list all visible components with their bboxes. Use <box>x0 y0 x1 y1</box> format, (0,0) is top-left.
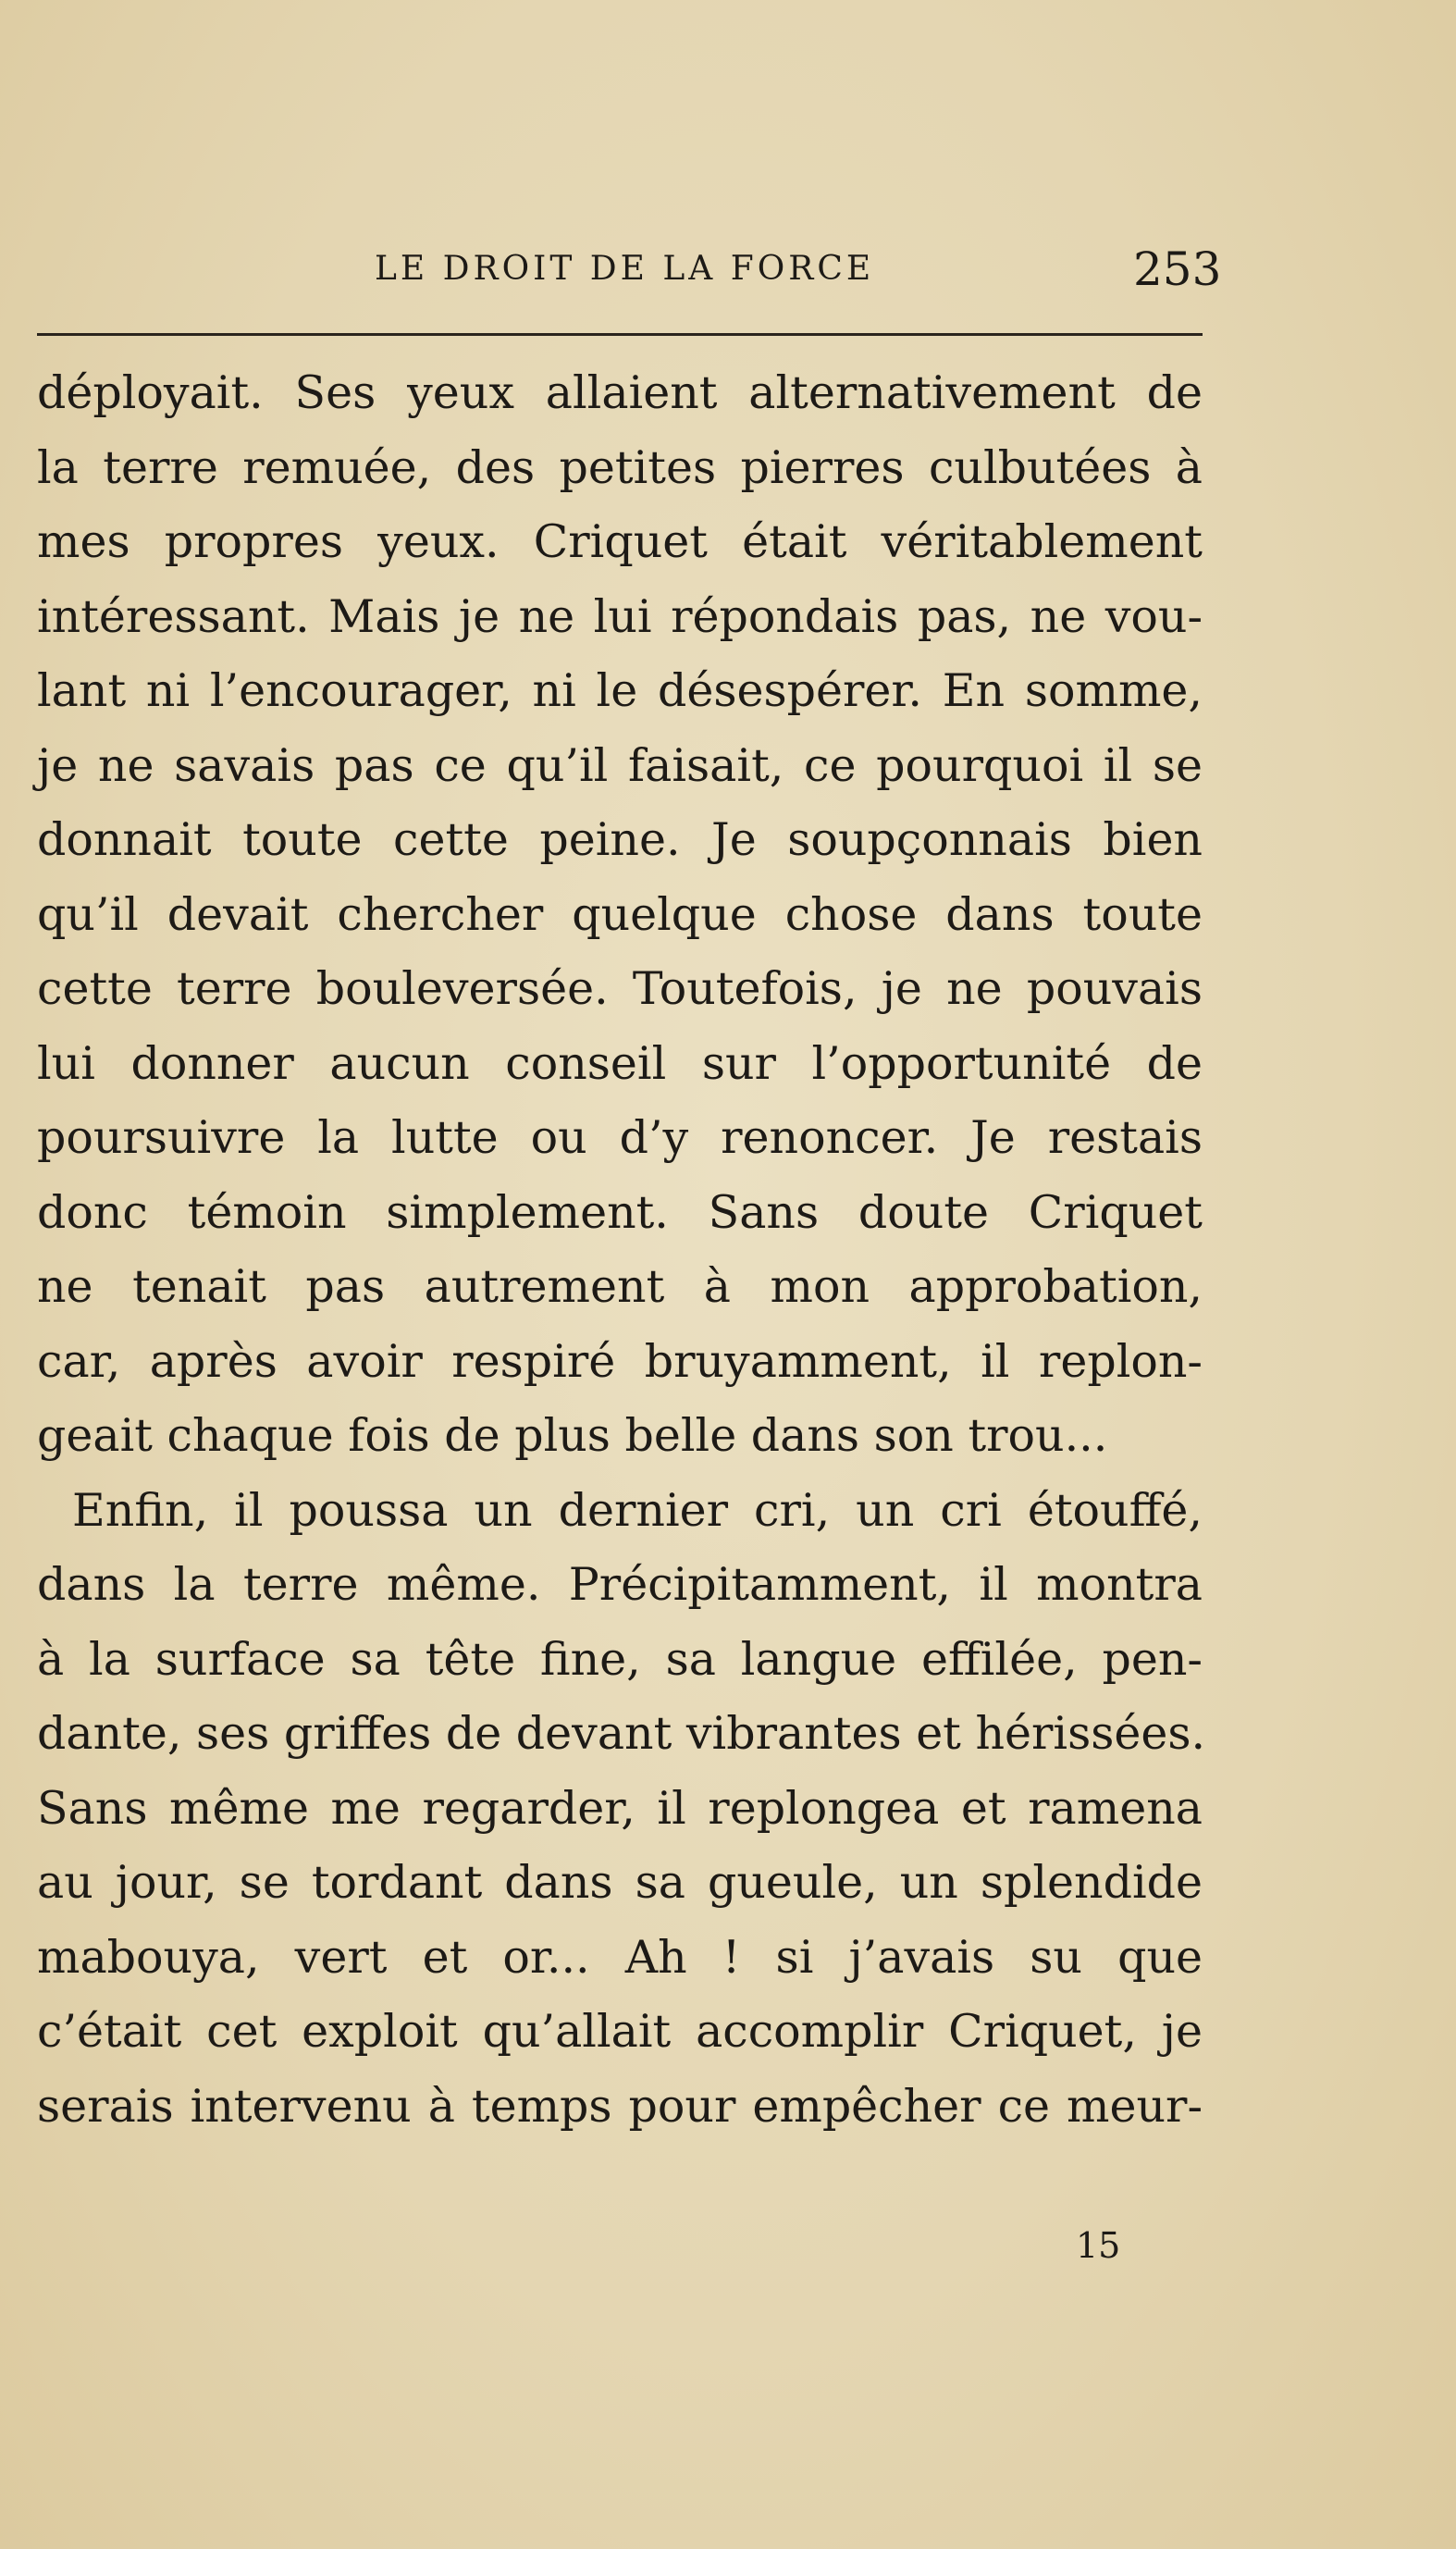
page-number: 253 <box>1133 242 1222 296</box>
text-line: déployait. Ses yeux allaient alternativement de <box>37 366 1203 419</box>
text-line: serais intervenu à temps pour empêcher ce meur- <box>37 2079 1203 2133</box>
text-line: mabouya, vert et or... Ah ! si j’avais su que <box>37 1930 1203 1984</box>
text-line: au jour, se tordant dans sa gueule, un splendide <box>37 1856 1203 1909</box>
text-line: c’était cet exploit qu’allait accomplir Criquet, je <box>37 2005 1203 2058</box>
body-text <box>37 356 1206 2144</box>
text-line: dante, ses griffes de devant vibrantes et hérissées. <box>37 1707 1206 1760</box>
text-line: geait chaque fois de plus belle dans son trou... <box>37 1409 1108 1462</box>
text-line: donc témoin simplement. Sans doute Criquet <box>37 1185 1203 1239</box>
text-line: la terre remuée, des petites pierres culbutées à <box>37 440 1203 494</box>
text-line: lant ni l’encourager, ni le désespérer. En somme, <box>37 664 1203 717</box>
text-line: donnait toute cette peine. Je soupçonnais bien <box>37 813 1203 866</box>
text-line: intéressant. Mais je ne lui répondais pas, ne vou- <box>37 589 1203 643</box>
text-line: Enfin, il poussa un dernier cri, un cri étouffé, <box>72 1483 1203 1537</box>
text-line: ne tenait pas autrement à mon approbation, <box>37 1260 1203 1313</box>
signature-mark: 15 <box>1076 2225 1121 2266</box>
text-line: je ne savais pas ce qu’il faisait, ce pourquoi il se <box>37 738 1203 792</box>
text-line: à la surface sa tête fine, sa langue effilée, pen- <box>37 1632 1203 1686</box>
running-title: LE DROIT DE LA FORCE <box>375 250 875 288</box>
running-head <box>37 242 1240 307</box>
text-line: lui donner aucun conseil sur l’opportunité de <box>37 1036 1203 1090</box>
text-line: poursuivre la lutte ou d’y renoncer. Je restais <box>37 1111 1203 1164</box>
text-line: car, après avoir respiré bruyamment, il replon- <box>37 1334 1203 1388</box>
text-line: qu’il devait chercher quelque chose dans toute <box>37 887 1203 941</box>
text-line: dans la terre même. Précipitamment, il montra <box>37 1558 1203 1611</box>
text-line: cette terre bouleversée. Toutefois, je ne pouvais <box>37 962 1203 1015</box>
text-line: Sans même me regarder, il replongea et ramena <box>37 1781 1203 1835</box>
text-line: mes propres yeux. Criquet était véritablement <box>37 515 1203 568</box>
header-rule <box>37 333 1203 336</box>
